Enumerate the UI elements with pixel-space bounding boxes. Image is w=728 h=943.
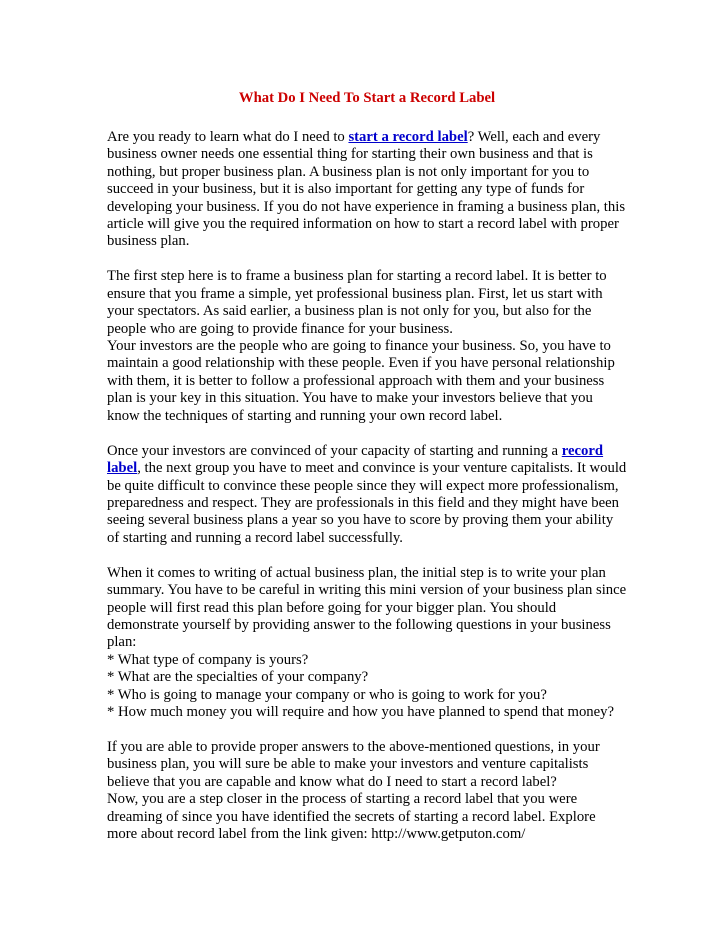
start-record-label-link[interactable]: start a record label xyxy=(348,129,468,145)
question-item: * What are the specialties of your company? xyxy=(107,669,369,686)
paragraph-investors: Your investors are the people who are going to finance your business. So, you have to maintain a good relationship with these people. Even if you have personal relationship with them, it is better to follow a professional approach with them and your business plan is your key in this situation. You have to make your investors believe that you know the techniques of starting and running your own record label. xyxy=(107,338,615,424)
paragraph-intro xyxy=(107,129,627,251)
spacer xyxy=(107,425,627,443)
paragraph-intro-text-start: Are you ready to learn what do I need to xyxy=(107,129,349,145)
spacer xyxy=(107,107,627,129)
paragraph-first-step: The first step here is to frame a business plan for starting a record label. It is better to ensure that you frame a simple, yet professional business plan. First, let us start with your spectators. As said earlier, a business plan is not only for you, but also for the people who are going to provide finance for your business. xyxy=(107,268,607,337)
document-page xyxy=(107,0,627,843)
spacer xyxy=(107,547,627,565)
record-label-link[interactable]: record label xyxy=(107,442,604,477)
paragraph-intro-text-end: ? Well, each and every business owner needs one essential thing for starting their own business and that is nothing, but proper business plan. A business plan is not only important for you to succeed in your business, but it is also important for getting any type of funds for developing your business. If you do not have experience in framing a business plan, this article will give you the required information on how to start a record label with proper business plan. xyxy=(107,129,626,250)
document-title: What Do I Need To Start a Record Label xyxy=(238,90,496,106)
paragraph-answers: If you are able to provide proper answers to the above-mentioned questions, in your business plan, you will sure be able to make your investors and venture capitalists believe that you are capable and know what do I need to start a record label? xyxy=(107,738,600,790)
paragraph-venture-capitalists xyxy=(107,443,627,547)
question-item: * Who is going to manage your company or who is going to work for you? xyxy=(107,686,547,703)
paragraph-plan-summary: When it comes to writing of actual business plan, the initial step is to write your plan summary. You have to be careful in writing this mini version of your business plan since people will first read this plan before going for your bigger plan. You should demonstrate yourself by providing answer to the following questions in your business plan: xyxy=(107,564,627,651)
spacer xyxy=(107,721,627,739)
paragraph-closing: Now, you are a step closer in the process of starting a record label that you were dreaming of since you have identified the secrets of starting a record label. Explore more about record label from the link given: http://www.getputon.com/ xyxy=(107,791,596,842)
spacer xyxy=(107,251,627,269)
question-item: * What type of company is yours? xyxy=(107,651,309,668)
paragraph-vc-text-start: Once your investors are convinced of your capacity of starting and running a xyxy=(107,442,562,459)
question-item: * How much money you will require and how you have planned to spend that money? xyxy=(107,703,615,720)
paragraph-vc-text-end: , the next group you have to meet and convince is your venture capitalists. It would be quite difficult to convince these people since they will expect more professionalism, preparedness and respect. They are professionals in this field and they might have been seeing several business plans a year so you have to score by proving them your ability of starting and running a record label successfully. xyxy=(107,460,627,546)
